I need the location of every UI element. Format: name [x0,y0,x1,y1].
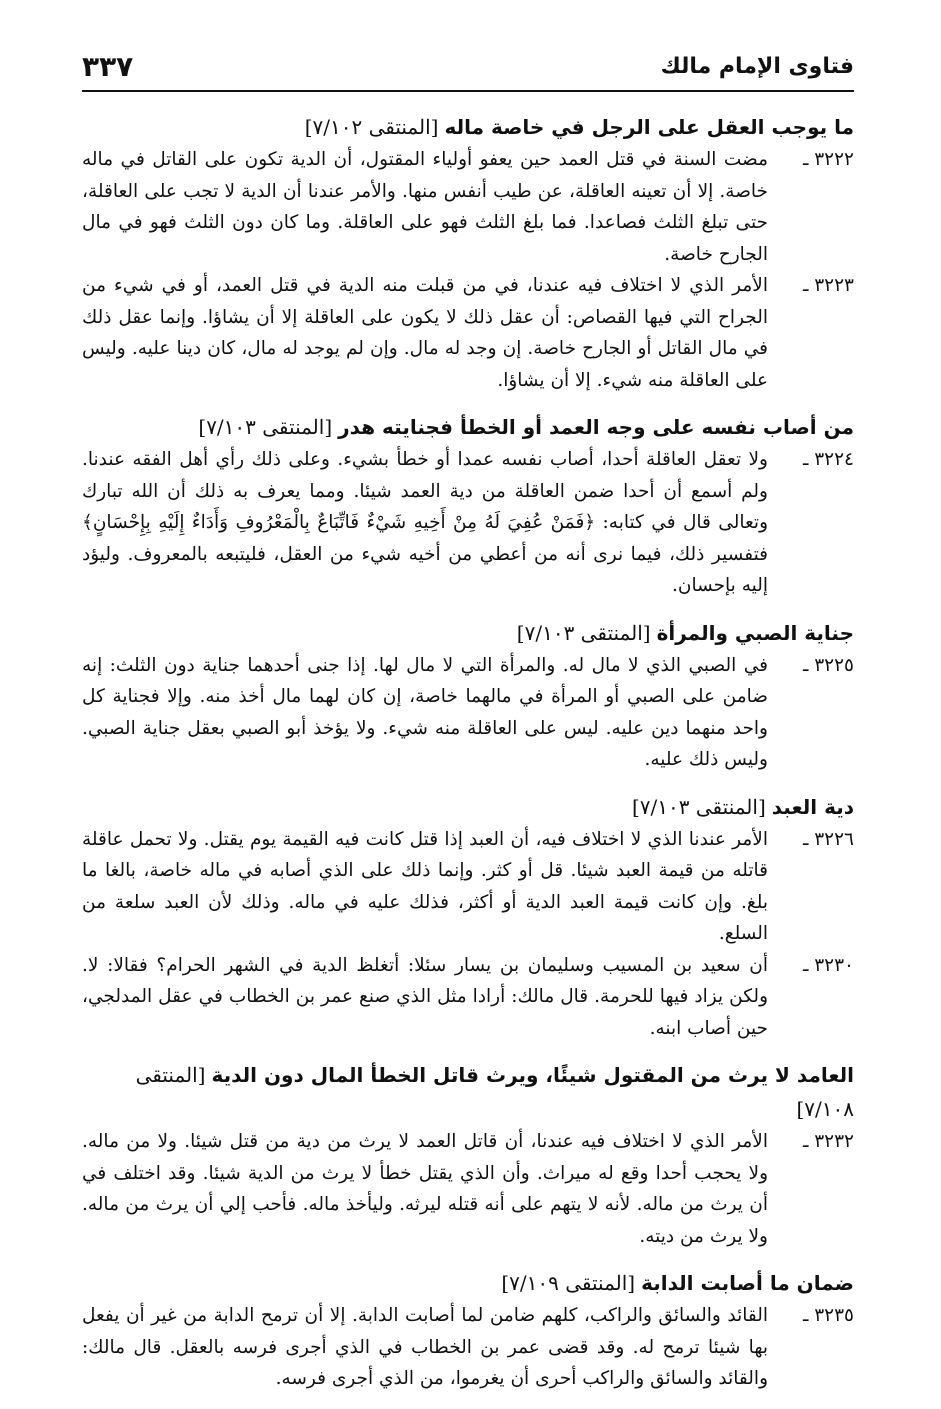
entry-text: القائد والسائق والراكب، كلهم ضامن لما أصابت الدابة. إلا أن ترمح الدابة من غير أن يفعل بها شيئا ترمح له. وقد قضى عمر بن الخطاب في الذي أجرى فرسه بالعقل. قال مالك: والقائد والسائق والراكب أحرى أن يغرموا، من الذي أجرى فرسه. [82,1305,768,1389]
entry [82,824,854,950]
entry-text: الأمر عندنا الذي لا اختلاف فيه، أن العبد إذا قتل كانت فيه القيمة يوم يقتل. ولا تحمل عاقلة قاتله من قيمة العبد شيئا. قل أو كثر. وإنما ذلك على الذي أصابه في ماله خاصة، بالغا ما بلغ. وإن كانت قيمة العبد الدية أو أكثر، فذلك عليه في ماله. وذلك لأن العبد سلعة من السلع. [82,828,768,944]
book-title: فتاوى الإمام مالك [660,54,854,79]
entry-number: ٣٢٢٢ ـ [802,149,854,170]
entry [82,1300,854,1395]
entry-text: الأمر الذي لا اختلاف فيه عندنا، أن قاتل العمد لا يرث من دية من قتل شيئا. ولا من ماله. ولا يحجب أحدا وقع له ميراث. وأن الذي يقتل خطأ لا يرث من الدية شيئا. وقد اختلف في أن يرث من ماله. لأنه لا يتهم على أنه قتله ليرثه. وليأخذ ماله. فأحب إلي أن يرث من ماله. ولا يرث من ديته. [82,1131,768,1247]
entry-text: في الصبي الذي لا مال له. والمرأة التي لا مال لها. إذا جنى أحدهما جناية دون الثلث: إنه ضامن على الصبي أو المرأة في مالهما خاصة، إن كان لهما مال أخذ منه. وإلا فجناية كل واحد منهما دين عليه. ليس على العاقلة منه شيء. ولا يؤخذ أبو الصبي بعقل جناية الصبي. وليس ذلك عليه. [82,654,768,770]
page-content [82,110,854,1395]
entry [82,1126,854,1252]
entry [82,650,854,776]
entry [82,444,854,602]
section-heading: العامد لا يرث من المقتول شيئًا، ويرث قاتل الخطأ المال دون الدية [211,1063,854,1087]
section-heading: من أصاب نفسه على وجه العمد أو الخطأ فجنايته هدر [338,415,854,439]
section-title [82,110,854,144]
entry-text: ولا تعقل العاقلة أحدا، أصاب نفسه عمدا أو خطأ بشيء. وعلى ذلك رأي أهل الفقه عندنا. ولم أسمع أن أحدا ضمن العاقلة من دية العمد شيئا. ومما يعرف به ذلك أن الله تبارك وتعالى قال في كتابه: ﴿فَمَنْ عُفِيَ لَهُ مِنْ أَخِيهِ شَيْءٌ فَاتِّبَاعٌ بِالْمَعْرُوفِ وَأَدَاءٌ إِلَيْهِ بِإِحْسَانٍ﴾ فتفسير ذلك، فيما نرى أنه من أعطي من أخيه شيء من العقل، فليتبعه بالمعروف. وليؤد إليه بإحسان. [82,449,768,596]
entry-text: أن سعيد بن المسيب وسليمان بن يسار سئلا: أتغلظ الدية في الشهر الحرام؟ فقالا: لا. ولكن يزاد فيها للحرمة. قال مالك: أرادا مثل الذي صنع عمر بن الخطاب في عقل المدلجي، حين أصاب ابنه. [82,954,768,1039]
section-title [82,616,854,650]
entry-number: ٣٢٢٤ ـ [802,449,854,470]
book-page [82,50,854,1409]
source-reference: [المنتقى ٧/١٠٣] [198,415,333,439]
source-reference: [المنتقى ٧/١٠٣] [516,620,651,645]
entry [82,270,854,396]
entry-number: ٣٢٣٥ ـ [802,1305,854,1326]
entry-number: ٣٢٣٢ ـ [802,1131,854,1152]
section-title [82,410,854,444]
source-reference: [المنتقى ٧/١٠٣] [631,794,766,819]
source-reference: [المنتقى ٧/١٠٨] [135,1063,854,1121]
entry [82,950,854,1045]
running-header [82,50,854,92]
section [82,616,854,776]
section-title [82,790,854,824]
source-reference: [المنتقى ٧/١٠٩] [501,1271,636,1295]
entry-number: ٣٢٣٠ ـ [802,954,854,976]
entry-number: ٣٢٢٣ ـ [802,275,854,296]
entry-number: ٣٢٢٥ ـ [802,654,854,676]
section [82,110,854,396]
page-number: ٣٣٧ [82,50,134,83]
section-heading: ضمان ما أصابت الدابة [641,1271,854,1295]
entry-number: ٣٢٢٦ ـ [802,828,854,850]
section [82,1058,854,1252]
section-heading: ما يوجب العقل على الرجل في خاصة ماله [444,115,854,139]
section-heading: جناية الصبي والمرأة [656,620,854,645]
section-heading: دية العبد [771,794,854,819]
section [82,1266,854,1395]
source-reference: [المنتقى ٧/١٠٢] [304,115,439,139]
entry-text: الأمر الذي لا اختلاف فيه عندنا، في من قبلت منه الدية في قتل العمد، أو في شيء من الجراح التي فيها القصاص: أن عقل ذلك لا يكون على العاقلة إلا أن يشاؤا. وإنما عقل ذلك في مال القاتل أو الجارح خاصة. إن وجد له مال. وإن لم يوجد له مال، كان دينا عليه. وليس على العاقلة منه شيء. إلا أن يشاؤا. [82,275,768,391]
entry-text: مضت السنة في قتل العمد حين يعفو أولياء المقتول، أن الدية تكون على القاتل في ماله خاصة. إلا أن تعينه العاقلة، عن طيب أنفس منها. والأمر عندنا أن الدية لا تجب على العاقلة، حتى تبلغ الثلث فصاعدا. فما بلغ الثلث فهو على العاقلة. وما كان دون الثلث فهو في مال الجارح خاصة. [82,149,768,265]
section-title [82,1266,854,1300]
entry [82,144,854,270]
section-title [82,1058,854,1126]
section [82,790,854,1045]
section [82,410,854,602]
